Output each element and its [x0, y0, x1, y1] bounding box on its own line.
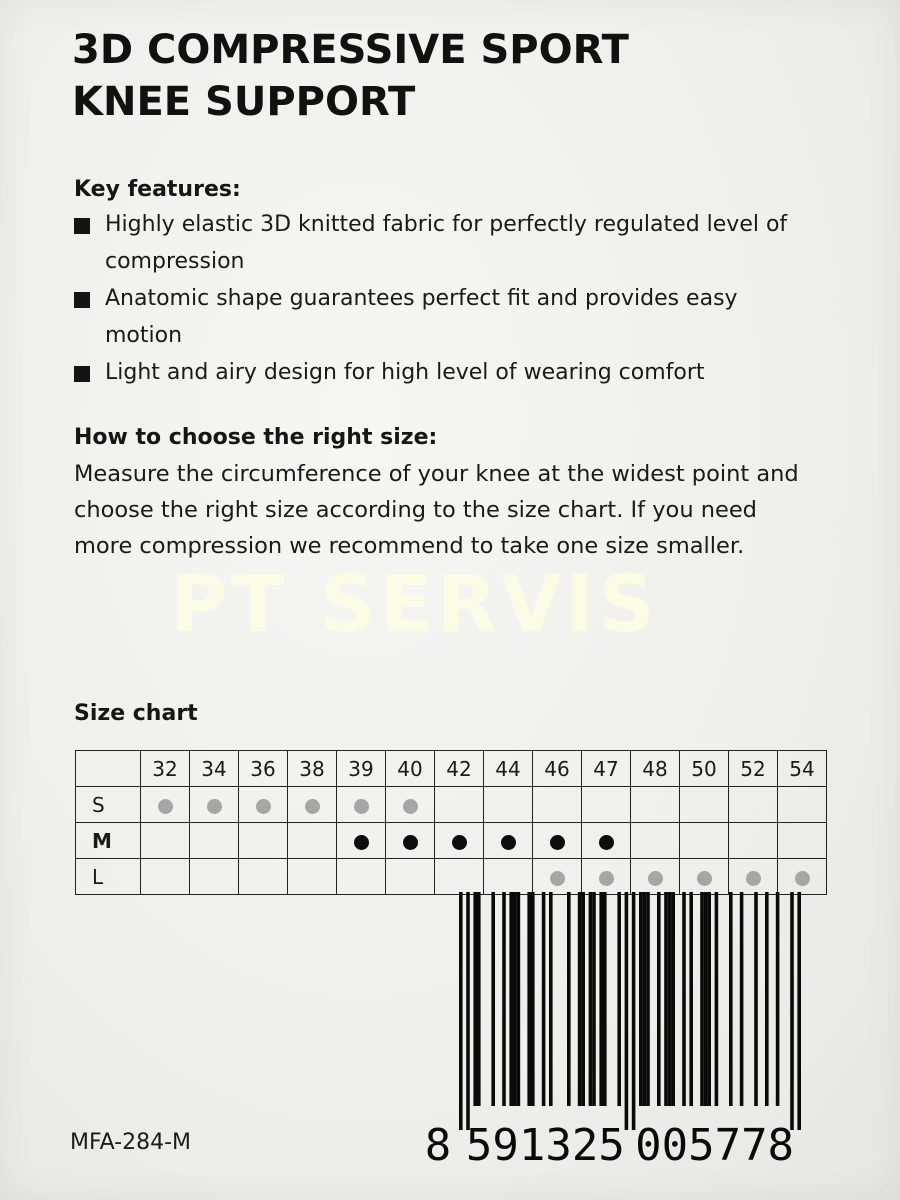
size-chart-column-header: 50	[680, 751, 729, 787]
size-chart-cell	[190, 859, 239, 895]
barcode-bar	[491, 892, 495, 1106]
size-label: S	[76, 787, 141, 823]
size-dot-icon	[795, 871, 810, 886]
product-title-line-1: 3D COMPRESSIVE SPORT	[72, 27, 629, 73]
size-chart-cell	[337, 859, 386, 895]
barcode-bar	[715, 892, 719, 1106]
size-chart-column-header: 39	[337, 751, 386, 787]
size-chart-cell	[778, 823, 827, 859]
size-chart-cell	[141, 787, 190, 823]
size-chart-cell	[680, 823, 729, 859]
barcode-bar	[473, 892, 477, 1106]
square-bullet-icon	[74, 292, 90, 308]
barcode-bar	[625, 892, 629, 1130]
key-features-heading: Key features:	[74, 177, 241, 202]
watermark: PT SERVIS	[170, 560, 659, 650]
size-chart-cell	[239, 823, 288, 859]
barcode-bar	[531, 892, 535, 1106]
size-chart-column-header: 34	[190, 751, 239, 787]
size-chart-column-header: 42	[435, 751, 484, 787]
barcode-bar	[581, 892, 585, 1106]
size-chart-cell	[729, 787, 778, 823]
key-features-list	[74, 206, 814, 391]
barcode-bar	[592, 892, 596, 1106]
barcode-bar	[517, 892, 521, 1106]
barcode-bar	[668, 892, 672, 1106]
size-chart-cell	[190, 823, 239, 859]
size-dot-icon	[354, 835, 369, 850]
size-dot-icon	[599, 835, 614, 850]
size-dot-icon	[746, 871, 761, 886]
size-chart-cell	[435, 823, 484, 859]
size-chart-column-header: 48	[631, 751, 680, 787]
size-dot-icon	[501, 835, 516, 850]
size-chart-header-row	[76, 751, 827, 787]
size-label: M	[76, 823, 141, 859]
size-chart-column-header: 44	[484, 751, 533, 787]
barcode-bar	[700, 892, 704, 1106]
barcode-bar	[707, 892, 711, 1106]
size-chart-cell	[435, 787, 484, 823]
size-chart-cell	[484, 787, 533, 823]
size-chart-row	[76, 787, 827, 823]
product-title-line-2: KNEE SUPPORT	[72, 79, 416, 125]
size-chart-cell	[190, 787, 239, 823]
feature-text: Anatomic shape guarantees perfect fit and provides easy motion	[105, 286, 738, 348]
size-chart-cell	[484, 823, 533, 859]
size-dot-icon	[403, 799, 418, 814]
product-code: MFA-284-M	[70, 1130, 192, 1155]
size-dot-icon	[256, 799, 271, 814]
square-bullet-icon	[74, 218, 90, 234]
barcode-digits: 005778	[635, 1120, 795, 1170]
barcode-bar	[589, 892, 593, 1106]
barcode-bar	[459, 892, 463, 1130]
barcode-bar	[513, 892, 517, 1106]
size-chart-cell	[337, 823, 386, 859]
barcode-bar	[682, 892, 686, 1106]
size-guide-text: Measure the circumference of your knee at the widest point and choose the right size according to the size chart. If you need more compression we recommend to take one size smaller.	[74, 461, 799, 559]
barcode-bar	[797, 892, 801, 1130]
size-dot-icon	[403, 835, 418, 850]
size-chart-cell	[582, 823, 631, 859]
size-chart-column-header: 46	[533, 751, 582, 787]
size-chart-cell	[631, 823, 680, 859]
size-chart-cell	[239, 859, 288, 895]
size-chart-corner-cell	[76, 751, 141, 787]
size-chart-column-header: 36	[239, 751, 288, 787]
size-chart-cell	[288, 787, 337, 823]
size-chart-cell	[386, 823, 435, 859]
barcode-bar	[765, 892, 769, 1106]
size-chart-cell	[533, 823, 582, 859]
size-label: L	[76, 859, 141, 895]
barcode-digits: 8	[425, 1120, 452, 1170]
size-chart-cell	[778, 787, 827, 823]
size-chart-cell	[533, 787, 582, 823]
size-chart-cell	[631, 787, 680, 823]
size-dot-icon	[550, 835, 565, 850]
size-chart-cell	[239, 787, 288, 823]
feature-text: Highly elastic 3D knitted fabric for perfectly regulated level of compression	[105, 212, 788, 274]
barcode-bar	[776, 892, 780, 1106]
feature-item	[74, 280, 745, 354]
size-dot-icon	[452, 835, 467, 850]
size-chart-column-header: 52	[729, 751, 778, 787]
size-dot-icon	[648, 871, 663, 886]
barcode-bar	[754, 892, 758, 1106]
size-chart-table	[75, 750, 827, 895]
barcode-bar	[632, 892, 636, 1130]
barcode-bar	[502, 892, 506, 1106]
size-chart-column-header: 54	[778, 751, 827, 787]
barcode-bar	[567, 892, 571, 1106]
product-title	[72, 24, 629, 128]
barcode-bar	[643, 892, 647, 1106]
size-chart-cell	[582, 787, 631, 823]
barcode-bar	[704, 892, 708, 1106]
feature-item	[74, 206, 815, 280]
size-chart-column-header: 47	[582, 751, 631, 787]
square-bullet-icon	[74, 366, 90, 382]
barcode-bar	[603, 892, 607, 1106]
size-dot-icon	[599, 871, 614, 886]
barcode-digits: 591325	[465, 1120, 625, 1170]
size-chart-cell	[141, 823, 190, 859]
barcode-bar	[578, 892, 582, 1106]
barcode-bar	[466, 892, 470, 1130]
size-chart-cell	[386, 787, 435, 823]
size-chart-column-header: 38	[288, 751, 337, 787]
size-guide-heading: How to choose the right size:	[74, 425, 438, 450]
size-chart-column-header: 32	[141, 751, 190, 787]
size-chart-cell	[337, 787, 386, 823]
barcode-bar	[617, 892, 621, 1106]
size-dot-icon	[207, 799, 222, 814]
barcode-bar	[790, 892, 794, 1130]
size-chart-heading: Size chart	[74, 701, 198, 726]
size-chart-row	[76, 823, 827, 859]
barcode-bar	[664, 892, 668, 1106]
barcode-bar	[671, 892, 675, 1106]
barcode-bar	[527, 892, 531, 1106]
size-dot-icon	[158, 799, 173, 814]
size-dot-icon	[550, 871, 565, 886]
barcode-bar	[657, 892, 661, 1106]
barcode-bar	[639, 892, 643, 1106]
barcode-bar	[646, 892, 650, 1106]
size-chart-cell	[288, 859, 337, 895]
size-chart-cell	[729, 823, 778, 859]
barcode-bar	[509, 892, 513, 1106]
barcode-bar	[689, 892, 693, 1106]
barcode-bar	[599, 892, 603, 1106]
barcode-bar	[542, 892, 546, 1106]
size-dot-icon	[354, 799, 369, 814]
barcode-bar	[477, 892, 481, 1106]
size-chart-column-header: 40	[386, 751, 435, 787]
barcode-bar	[729, 892, 733, 1106]
size-chart-cell	[288, 823, 337, 859]
size-chart-cell	[141, 859, 190, 895]
feature-text: Light and airy design for high level of wearing comfort	[105, 360, 705, 385]
barcode	[425, 888, 835, 1170]
size-dot-icon	[305, 799, 320, 814]
feature-item	[74, 354, 814, 391]
size-dot-icon	[697, 871, 712, 886]
barcode-bar	[549, 892, 553, 1106]
barcode-bar	[740, 892, 744, 1106]
size-chart-cell	[680, 787, 729, 823]
